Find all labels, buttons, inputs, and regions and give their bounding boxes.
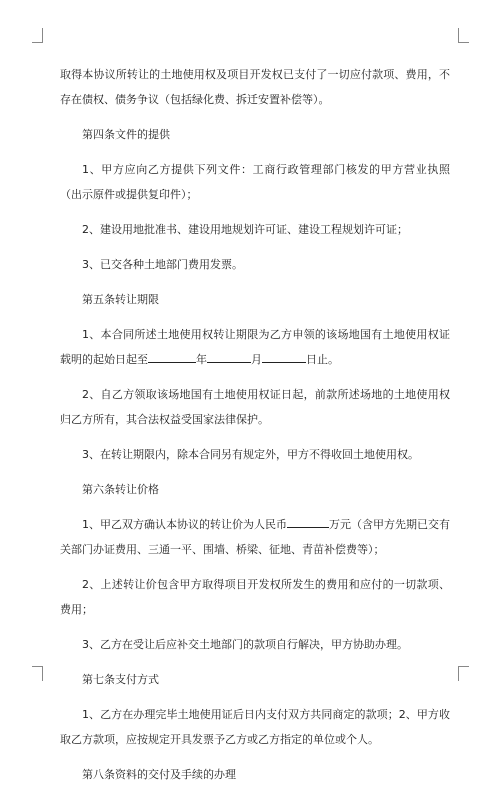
fill-blank-end-day[interactable]	[262, 350, 306, 363]
document-page	[60, 62, 450, 797]
paragraph: 1、乙方在办理完毕土地使用证后日内支付双方共同商定的款项；2、甲方收取乙方款项，应按规定开具发票予乙方或乙方指定的单位或个人。	[60, 708, 450, 746]
paragraph: 3、已交各种土地部门费用发票。	[82, 258, 243, 271]
article-heading-6: 第六条转让价格	[82, 483, 159, 496]
paragraph-text: 1、甲乙双方确认本协议的转让价为人民币	[82, 518, 287, 531]
fill-blank-price[interactable]	[287, 515, 329, 528]
paragraph-text: 1、本合同所述土地使用权转让期限为乙方申领的该场地国有土地使用权证载明的起始日起至	[60, 328, 450, 366]
article-heading-8: 第八条资料的交付及手续的办理	[82, 768, 236, 781]
article-heading-7: 第七条支付方式	[82, 673, 159, 686]
crop-mark-top-left	[32, 28, 43, 43]
fill-blank-end-month[interactable]	[207, 350, 251, 363]
paragraph-text: 日止。	[306, 353, 339, 366]
paragraph-with-blanks	[60, 322, 450, 372]
paragraph: 3、乙方在受让后应补交土地部门的款项自行解决，甲方协助办理。	[82, 638, 408, 651]
crop-mark-top-right	[458, 28, 469, 43]
paragraph: 取得本协议所转让的土地使用权及项目开发权已支付了一切应付款项、费用，不存在债权、债务争议（包括绿化费、拆迁安置补偿等）。	[60, 68, 450, 106]
paragraph: 3、在转让期限内，除本合同另有规定外，甲方不得收回土地使用权。	[82, 448, 419, 461]
paragraph-text: 万元（含甲方先期已交有关部门办证费用、三通一平、围墙、桥梁、征地、青苗补偿费等）；	[60, 518, 450, 556]
paragraph: 2、上述转让价包含甲方取得项目开发权所发生的费用和应付的一切款项、费用；	[60, 578, 450, 616]
fill-blank-end-year[interactable]	[148, 350, 196, 363]
paragraph: 2、自乙方领取该场地国有土地使用权证日起，前款所述场地的土地使用权归乙方所有，其合法权益受国家法律保护。	[60, 388, 450, 426]
paragraph: 1、甲方应向乙方提供下列文件：工商行政管理部门核发的甲方营业执照（出示原件或提供复印件）；	[60, 163, 450, 201]
paragraph-text: 年	[196, 353, 207, 366]
paragraph: 2、建设用地批准书、建设用地规划许可证、建设工程规划许可证；	[82, 223, 408, 236]
paragraph-text: 月	[251, 353, 262, 366]
paragraph-with-blanks	[60, 512, 450, 562]
crop-mark-bottom-left	[32, 666, 43, 681]
crop-mark-bottom-right	[458, 666, 469, 681]
article-heading-5: 第五条转让期限	[82, 293, 159, 306]
article-heading-4: 第四条文件的提供	[82, 128, 170, 141]
